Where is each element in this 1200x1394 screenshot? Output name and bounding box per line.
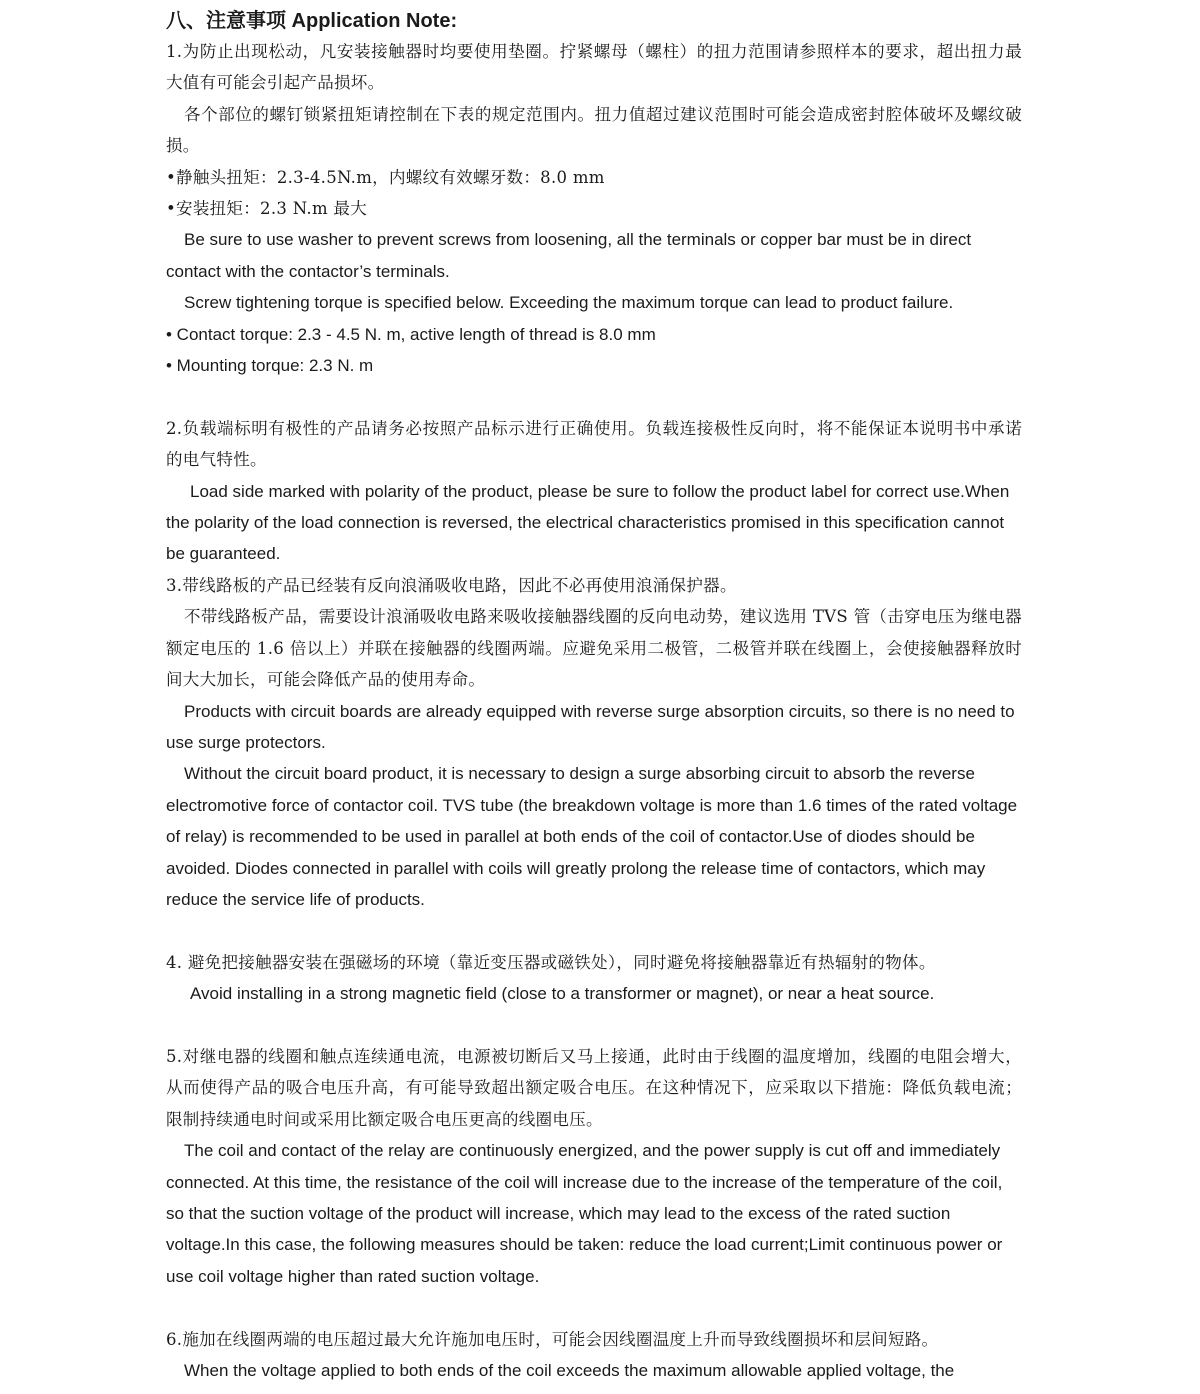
note3-en-paragraph-2: Without the circuit board product, it is necessary to design a surge absorbing circuit to absorb the reverse electromotive force of contactor coil. TVS tube (the breakdown voltage is more than 1.6 times of the rated voltage of relay) is recommended to be used in parallel at both ends of the coil of contactor.Use of diodes should be avoided. Diodes connected in parallel with coils will greatly prolong the release time of contactors, which may reduce the service life of products. (166, 764, 1018, 909)
note1-zh-paragraph-1: 1.为防止出现松动，凡安装接触器时均要使用垫圈。拧紧螺母（螺柱）的扭力范围请参照样本的要求，超出扭力最大值有可能会引起产品损坏。 (166, 42, 1022, 93)
note2-en-paragraph: Load side marked with polarity of the product, please be sure to follow the product label for correct use.When the polarity of the load connection is reversed, the electrical characteristics promised in this specification cannot be guaranteed. (166, 481, 1010, 564)
note4-zh-paragraph: 4. 避免把接触器安装在强磁场的环境（靠近变压器或磁铁处），同时避免将接触器靠近有热辐射的物体。 (166, 952, 936, 972)
note5-en-paragraph: The coil and contact of the relay are continuously energized, and the power supply is cut off and immediately connected. At this time, the resistance of the coil will increase due to the increase of the temperature of the coil, so that the suction voltage of the product will increase, which may lead to the excess of the rated suction voltage.In this case, the following measures should be taken: reduce the load current;Limit continuous power or use coil voltage higher than rated suction voltage. (166, 1141, 1003, 1286)
note1-en-paragraph-1: Be sure to use washer to prevent screws from loosening, all the terminals or copper bar must be in direct contact with the contactor’s terminals. (166, 230, 972, 281)
note1-zh-bullet-2: •安装扭矩：2.3 N.m 最大 (166, 199, 368, 219)
spacer (166, 1292, 1022, 1323)
note1-en-paragraph-2: Screw tightening torque is specified below. Exceeding the maximum torque can lead to product failure. (184, 293, 954, 313)
note6-zh-paragraph: 6.施加在线圈两端的电压超过最大允许施加电压时，可能会因线圈温度上升而导致线圈损坏和层间短路。 (166, 1329, 939, 1349)
note1-en-bullet-2: • Mounting torque: 2.3 N. m (166, 356, 374, 376)
note3-en-paragraph-1: Products with circuit boards are already equipped with reverse surge absorption circuits, so there is no need to use surge protectors. (166, 701, 1015, 752)
spacer (166, 915, 1022, 946)
note2-zh-paragraph: 2.负载端标明有极性的产品请务必按照产品标示进行正确使用。负载连接极性反向时，将不能保证本说明书中承诺的电气特性。 (166, 418, 1022, 470)
note1-zh-paragraph-2: 各个部位的螺钉锁紧扭矩请控制在下表的规定范围内。扭力值超过建议范围时可能会造成密封腔体破坏及螺纹破损。 (166, 104, 1022, 156)
section-heading: 八、注意事项 Application Note: (166, 10, 458, 32)
note3-zh-paragraph-2: 不带线路板产品，需要设计浪涌吸收电路来吸收接触器线圈的反向电动势，建议选用 TVS 管（击穿电压为继电器额定电压的 1.6 倍以上）并联在接触器的线圈两端。应避免采用二极管，二极管并联在线圈上，会使接触器释放时间大大加长，可能会降低产品的使用寿命。 (166, 607, 1022, 690)
spacer (166, 381, 1022, 412)
note5-zh-paragraph: 5.对继电器的线圈和触点连续通电流，电源被切断后又马上接通，此时由于线圈的温度增加，线圈的电阻会增大，从而使得产品的吸合电压升高，有可能导致超出额定吸合电压。在这种情况下，应采取以下措施：降低负载电流；限制持续通电时间或采用比额定吸合电压更高的线圈电压。 (166, 1046, 1022, 1129)
spacer (166, 1010, 1022, 1041)
application-note-page (166, 0, 1022, 1386)
note1-zh-bullet-1: •静触头扭矩：2.3-4.5N.m，内螺纹有效螺牙数：8.0 mm (166, 167, 605, 187)
note3-zh-paragraph-1: 3.带线路板的产品已经装有反向浪涌吸收电路，因此不必再使用浪涌保护器。 (166, 575, 737, 595)
note4-en-paragraph: Avoid installing in a strong magnetic field (close to a transformer or magnet), or near a heat source. (190, 984, 935, 1004)
note6-en-paragraph: When the voltage applied to both ends of the coil exceeds the maximum allowable applied voltage, the (184, 1361, 955, 1380)
note1-en-bullet-1: • Contact torque: 2.3 - 4.5 N. m, active length of thread is 8.0 mm (166, 324, 656, 344)
